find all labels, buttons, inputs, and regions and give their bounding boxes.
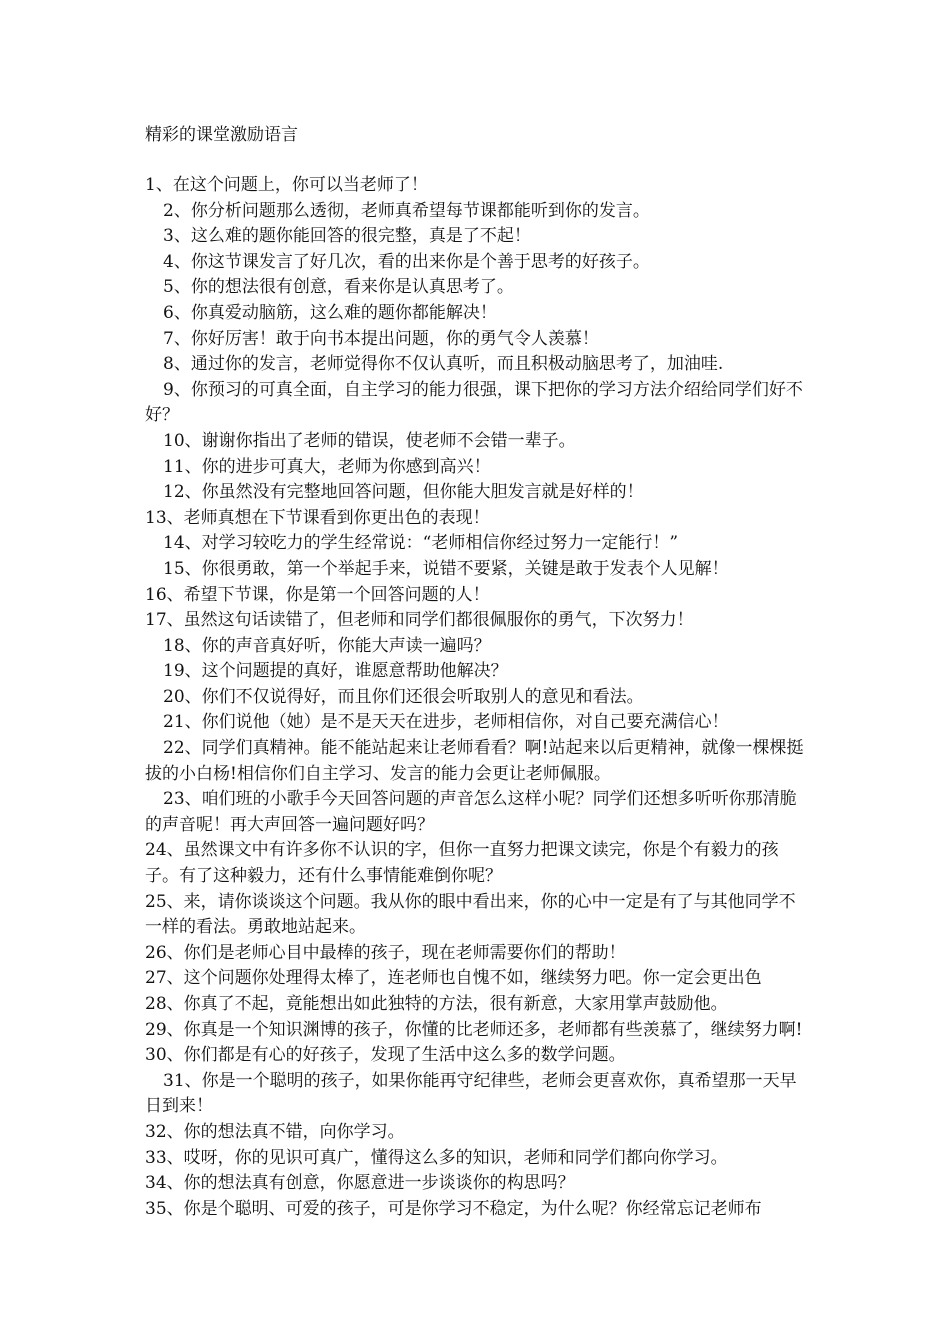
document-page — [145, 122, 811, 1222]
list-item: 24、虽然课文中有许多你不认识的字，但你一直努力把课文读完，你是个有毅力的孩子。有了这种毅力，还有什么事情能难倒你呢？ — [145, 840, 779, 887]
list-item: 23、咱们班的小歌手今天回答问题的声音怎么这样小呢？同学们还想多听听你那清脆的声音呢！再大声回答一遍问题好吗？ — [145, 789, 797, 835]
list-item: 17、虽然这句话读错了，但老师和同学们都很佩服你的勇气，下次努力！ — [145, 610, 694, 631]
list-item: 11、你的进步可真大，老师为你感到高兴！ — [163, 456, 491, 477]
list-item: 14、对学习较吃力的学生经常说：“老师相信你经过努力一定能行！” — [163, 533, 679, 554]
list-item: 7、你好厉害！敢于向书本提出问题，你的勇气令人羡慕！ — [163, 328, 599, 349]
list-item: 2、你分析问题那么透彻，老师真希望每节课都能听到你的发言。 — [163, 200, 650, 221]
list-item: 30、你们都是有心的好孩子，发现了生活中这么多的数学问题。 — [145, 1045, 626, 1066]
list-item: 13、老师真想在下节课看到你更出色的表现！ — [145, 507, 490, 528]
list-item: 18、你的声音真好听，你能大声读一遍吗？ — [163, 635, 491, 656]
list-item: 15、你很勇敢，第一个举起手来，说错不要紧，关键是敢于发表个人见解！ — [163, 558, 729, 579]
list-item: 12、你虽然没有完整地回答问题，但你能大胆发言就是好样的！ — [163, 482, 644, 503]
list-item: 1、在这个问题上，你可以当老师了！ — [145, 175, 428, 195]
list-item: 22、同学们真精神。能不能站起来让老师看看？啊!站起来以后更精神，就像一棵棵挺拔的小白杨!相信你们自主学习、发言的能力会更让老师佩服。 — [145, 738, 804, 784]
list-item: 26、你们是老师心目中最棒的孩子，现在老师需要你们的帮助！ — [145, 942, 626, 963]
list-item: 32、你的想法真不错，向你学习。 — [145, 1121, 405, 1142]
list-item: 9、你预习的可真全面，自主学习的能力很强，课下把你的学习方法介绍给同学们好不好？ — [145, 379, 803, 426]
list-item: 20、你们不仅说得好，而且你们还很会听取别人的意见和看法。 — [163, 686, 644, 707]
list-item: 25、来，请你谈谈这个问题。我从你的眼中看出来，你的心中一定是有了与其他同学不一样的看法。勇敢地站起来。 — [145, 891, 796, 938]
list-item: 31、你是一个聪明的孩子，如果你能再守纪律些，老师会更喜欢你，真希望那一天早日到来！ — [145, 1070, 797, 1117]
list-item: 10、谢谢你指出了老师的错误，使老师不会错一辈子。 — [163, 430, 576, 451]
list-item: 5、你的想法很有创意，看来你是认真思考了。 — [163, 277, 514, 298]
document-title: 精彩的课堂激励语言 — [145, 125, 298, 145]
list-item: 19、这个问题提的真好，谁愿意帮助他解决？ — [163, 661, 508, 682]
list-item: 35、你是个聪明、可爱的孩子，可是你学习不稳定，为什么呢？你经常忘记老师布 — [145, 1198, 762, 1219]
list-item: 27、这个问题你处理得太棒了，连老师也自愧不如，继续努力吧。你一定会更出色 — [145, 968, 762, 989]
list-item: 6、你真爱动脑筋，这么难的题你都能解决！ — [163, 302, 497, 323]
list-item: 34、你的想法真有创意，你愿意进一步谈谈你的构思吗？ — [145, 1173, 575, 1194]
list-item: 21、你们说他（她）是不是天天在进步，老师相信你，对自己要充满信心！ — [163, 712, 729, 733]
list-item: 4、你这节课发言了好几次，看的出来你是个善于思考的好孩子。 — [163, 251, 650, 272]
encouragement-list — [145, 173, 811, 1222]
list-item: 33、哎呀，你的见识可真广，懂得这么多的知识，老师和同学们都向你学习。 — [145, 1147, 728, 1168]
list-item: 8、通过你的发言，老师觉得你不仅认真听，而且积极动脑思考了，加油哇. — [163, 354, 724, 375]
list-item: 3、这么难的题你能回答的很完整，真是了不起！ — [163, 226, 531, 247]
list-item: 28、你真了不起，竟能想出如此独特的方法，很有新意，大家用掌声鼓励他。 — [145, 994, 728, 1014]
list-item: 16、希望下节课，你是第一个回答问题的人！ — [145, 584, 490, 605]
list-item: 29、你真是一个知识渊博的孩子，你懂的比老师还多，老师都有些羡慕了，继续努力啊! — [145, 1019, 803, 1040]
